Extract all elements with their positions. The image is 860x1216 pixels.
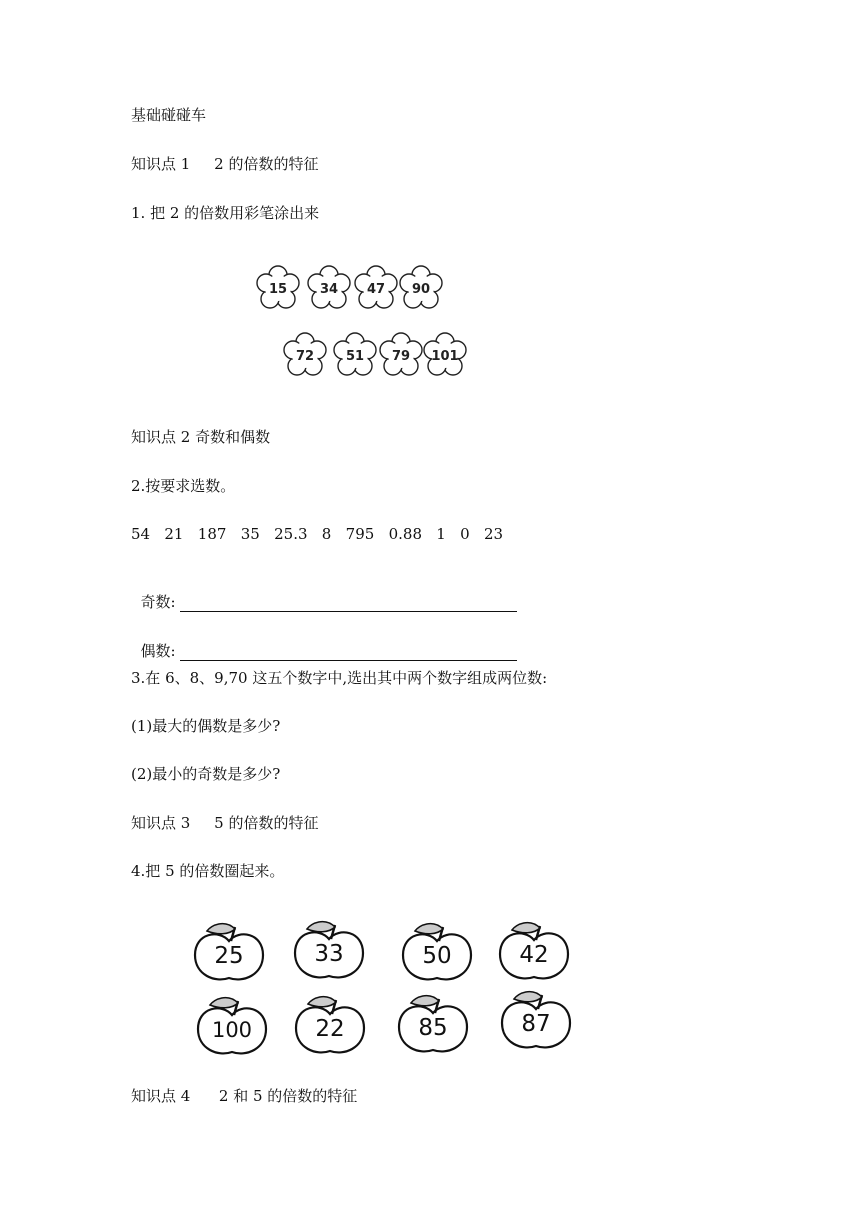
apple-number: 87 bbox=[521, 1011, 551, 1037]
apple-3 bbox=[403, 924, 471, 980]
flower-8 bbox=[424, 333, 466, 375]
flower-7 bbox=[380, 333, 422, 375]
flower-number: 47 bbox=[366, 282, 386, 297]
apple-number: 33 bbox=[314, 941, 344, 967]
apple-7 bbox=[399, 996, 467, 1052]
apple-number: 100 bbox=[211, 1018, 253, 1042]
apple-number: 25 bbox=[214, 943, 244, 969]
flower-6 bbox=[334, 333, 376, 375]
knowledge-point-1: 知识点 1 2 的倍数的特征 bbox=[131, 155, 319, 173]
apple-number: 22 bbox=[315, 1016, 345, 1042]
apple-1 bbox=[195, 924, 263, 980]
odd-label: 奇数: bbox=[140, 593, 176, 611]
flower-number: 34 bbox=[319, 282, 339, 297]
knowledge-point-3: 知识点 3 5 的倍数的特征 bbox=[131, 814, 319, 832]
flower-number: 90 bbox=[411, 282, 431, 297]
number-list: 54 21 187 35 25.3 8 795 0.88 1 0 23 bbox=[131, 525, 504, 543]
section-title: 基础碰碰车 bbox=[131, 106, 207, 124]
flower-2 bbox=[308, 266, 350, 308]
flower-1 bbox=[257, 266, 299, 308]
even-answer-row bbox=[131, 621, 517, 661]
odd-answer-line[interactable] bbox=[180, 596, 517, 612]
flower-number: 79 bbox=[391, 349, 411, 364]
flower-3 bbox=[355, 266, 397, 308]
flower-number: 51 bbox=[345, 349, 365, 364]
apple-number: 85 bbox=[418, 1015, 448, 1041]
question-2: 2.按要求选数。 bbox=[131, 477, 236, 495]
flower-number: 15 bbox=[268, 282, 288, 297]
odd-answer-row bbox=[131, 572, 517, 612]
flower-5 bbox=[284, 333, 326, 375]
question-4: 4.把 5 的倍数圈起来。 bbox=[131, 862, 285, 880]
flower-number: 101 bbox=[431, 349, 459, 364]
question-3-part-1: (1)最大的偶数是多少? bbox=[131, 717, 281, 735]
flower-number: 72 bbox=[295, 349, 315, 364]
question-3-part-2: (2)最小的奇数是多少? bbox=[131, 765, 281, 783]
even-answer-line[interactable] bbox=[180, 645, 517, 661]
knowledge-point-2: 知识点 2 奇数和偶数 bbox=[131, 428, 271, 446]
apple-4 bbox=[500, 923, 568, 979]
apple-number: 42 bbox=[519, 942, 549, 968]
apple-6 bbox=[296, 997, 364, 1053]
even-label: 偶数: bbox=[140, 642, 176, 660]
apple-2 bbox=[295, 922, 363, 978]
flower-figure bbox=[180, 245, 510, 400]
apple-5 bbox=[198, 998, 266, 1054]
question-1: 1. 把 2 的倍数用彩笔涂出来 bbox=[131, 204, 320, 222]
apple-figure bbox=[131, 905, 641, 1060]
question-3: 3.在 6、8、9,70 这五个数字中,选出其中两个数字组成两位数: bbox=[131, 669, 548, 687]
apple-number: 50 bbox=[422, 943, 452, 969]
flower-4 bbox=[400, 266, 442, 308]
knowledge-point-4: 知识点 4 2 和 5 的倍数的特征 bbox=[131, 1087, 358, 1105]
apple-8 bbox=[502, 992, 570, 1048]
